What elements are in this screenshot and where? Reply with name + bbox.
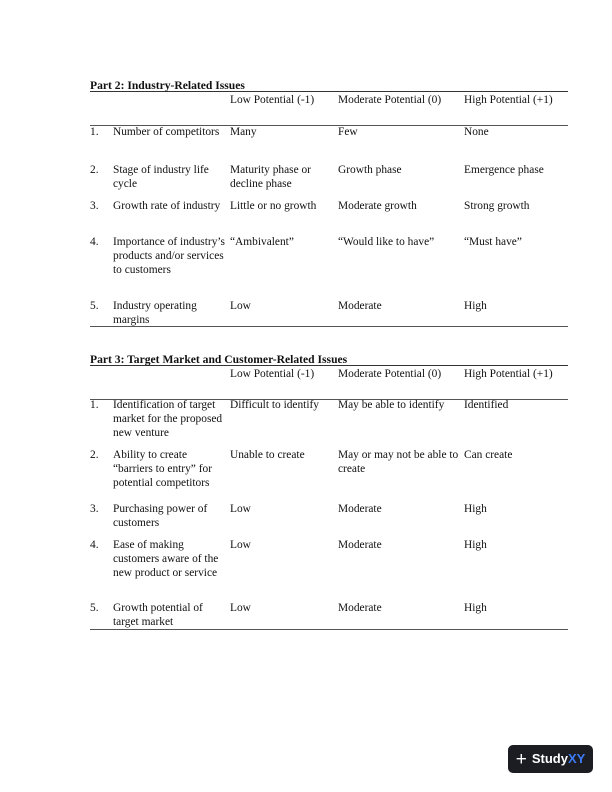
- row-number: 2.: [90, 449, 99, 461]
- moderate-cell: Moderate growth: [338, 200, 417, 212]
- issue-cell: Importance of industry’s products and/or services to customers: [113, 236, 225, 276]
- high-cell: High: [464, 602, 487, 614]
- plus-icon: +: [515, 748, 527, 770]
- row-number: 1.: [90, 126, 99, 138]
- low-cell: Difficult to identify: [230, 399, 320, 411]
- section-title: Part 2: Industry-Related Issues: [90, 80, 568, 92]
- high-cell: “Must have”: [464, 236, 522, 248]
- low-cell: Low: [230, 539, 251, 551]
- high-cell: Can create: [464, 449, 513, 461]
- high-cell: High: [464, 503, 487, 515]
- moderate-cell: Moderate: [338, 503, 382, 515]
- moderate-cell: May or may not be able to create: [338, 449, 459, 475]
- low-cell: Low: [230, 300, 251, 312]
- table-header: [90, 92, 568, 126]
- logo-brand-main: Study: [531, 751, 568, 766]
- row-number: 4.: [90, 236, 99, 248]
- high-cell: High: [464, 539, 487, 551]
- moderate-cell: Moderate: [338, 300, 382, 312]
- row-number: 3.: [90, 503, 99, 515]
- high-cell: High: [464, 300, 487, 312]
- low-cell: Maturity phase or decline phase: [230, 164, 311, 190]
- issue-cell: Ease of making customers aware of the new product or service: [113, 539, 219, 579]
- table-header: [90, 366, 568, 400]
- moderate-cell: “Would like to have”: [338, 236, 435, 248]
- low-cell: “Ambivalent”: [230, 236, 294, 248]
- table-bottom-rule: [90, 326, 568, 327]
- issue-cell: Number of competitors: [113, 126, 220, 138]
- row-number: 2.: [90, 164, 99, 176]
- issue-cell: Growth rate of industry: [113, 200, 221, 212]
- header-high: High Potential (+1): [464, 368, 553, 380]
- issue-cell: Ability to create “barriers to entry” for potential competitors: [113, 449, 212, 489]
- low-cell: Low: [230, 602, 251, 614]
- logo-text: [532, 752, 585, 766]
- row-number: 5.: [90, 602, 99, 614]
- studyxy-logo[interactable]: [508, 745, 593, 773]
- moderate-cell: Few: [338, 126, 358, 138]
- header-low: Low Potential (-1): [230, 94, 315, 106]
- table-bottom-rule: [90, 629, 568, 630]
- high-cell: Identified: [464, 399, 509, 411]
- issue-cell: Stage of industry life cycle: [113, 164, 209, 190]
- row-number: 1.: [90, 399, 99, 411]
- header-moderate: Moderate Potential (0): [338, 368, 442, 380]
- issue-cell: Growth potential of target market: [113, 602, 203, 628]
- high-cell: Strong growth: [464, 200, 530, 212]
- issue-cell: Purchasing power of customers: [113, 503, 208, 529]
- part3-section: [90, 353, 568, 628]
- issue-cell: Identification of target market for the proposed new venture: [113, 399, 223, 439]
- row-number: 5.: [90, 300, 99, 312]
- high-cell: Emergence phase: [464, 164, 544, 176]
- low-cell: Many: [230, 126, 257, 138]
- part2-section: [90, 79, 568, 326]
- header-high: High Potential (+1): [464, 94, 553, 106]
- moderate-cell: May be able to identify: [338, 399, 445, 411]
- moderate-cell: Moderate: [338, 539, 382, 551]
- logo-brand-accent: XY: [567, 751, 586, 766]
- issue-cell: Industry operating margins: [113, 300, 197, 326]
- high-cell: None: [464, 126, 489, 138]
- section-title: Part 3: Target Market and Customer-Related Issues: [90, 354, 568, 366]
- low-cell: Little or no growth: [230, 200, 317, 212]
- header-low: Low Potential (-1): [230, 368, 315, 380]
- moderate-cell: Moderate: [338, 602, 382, 614]
- row-number: 3.: [90, 200, 99, 212]
- low-cell: Low: [230, 503, 251, 515]
- row-number: 4.: [90, 539, 99, 551]
- header-moderate: Moderate Potential (0): [338, 94, 442, 106]
- low-cell: Unable to create: [230, 449, 305, 461]
- moderate-cell: Growth phase: [338, 164, 402, 176]
